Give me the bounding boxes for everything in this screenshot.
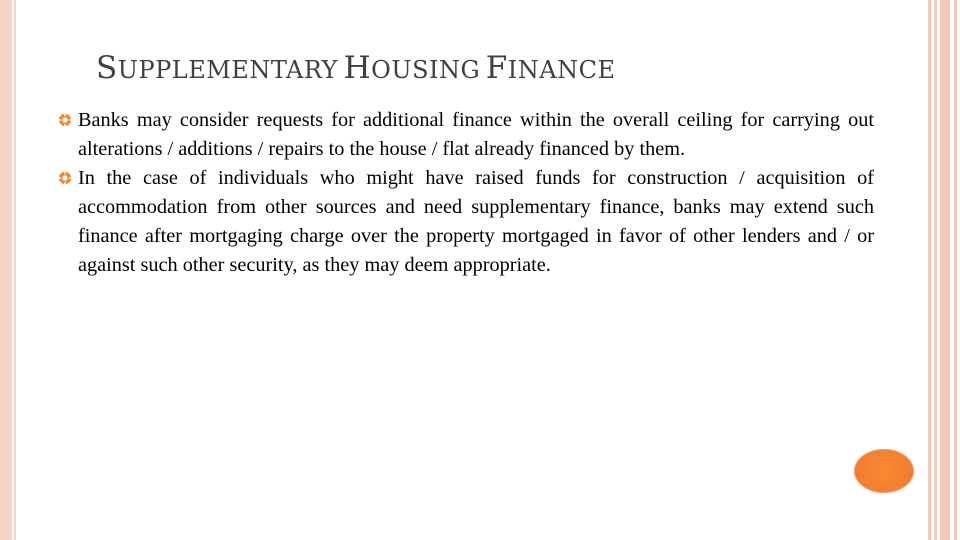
bullet-item bbox=[58, 106, 874, 164]
left-border-line bbox=[14, 0, 16, 540]
title-initial: H bbox=[343, 50, 372, 86]
decorative-orange-dot bbox=[854, 449, 914, 493]
stripe bbox=[928, 0, 931, 540]
bullet-list bbox=[58, 106, 874, 280]
stripe bbox=[934, 0, 937, 540]
bullet-text: In the case of individuals who might have raised funds for construction / acquisition of accommodation from other sources and need supplementary finance, banks may extend such finance after mortgaging charge over the property mortgaged in favor of other lenders and / or against such other security, as they may deem appropriate. bbox=[78, 167, 874, 276]
bullet-text: Banks may consider requests for additional finance within the overall ceiling for carrying out alterations / additions / repairs to the house / flat already financed by them. bbox=[78, 109, 874, 160]
gear-icon bbox=[58, 113, 72, 127]
title-initial: F bbox=[485, 50, 508, 86]
right-decorative-stripes bbox=[928, 0, 960, 540]
stripe bbox=[954, 0, 957, 540]
slide-title bbox=[96, 50, 615, 86]
bullet-item bbox=[58, 164, 874, 280]
title-word: INANCE bbox=[507, 56, 616, 84]
title-word: OUSING bbox=[371, 56, 481, 84]
title-word: UPPLEMENTARY bbox=[117, 56, 339, 84]
left-border-band bbox=[0, 0, 12, 540]
title-initial: S bbox=[96, 50, 118, 86]
stripe bbox=[940, 0, 950, 540]
gear-icon bbox=[58, 171, 72, 185]
